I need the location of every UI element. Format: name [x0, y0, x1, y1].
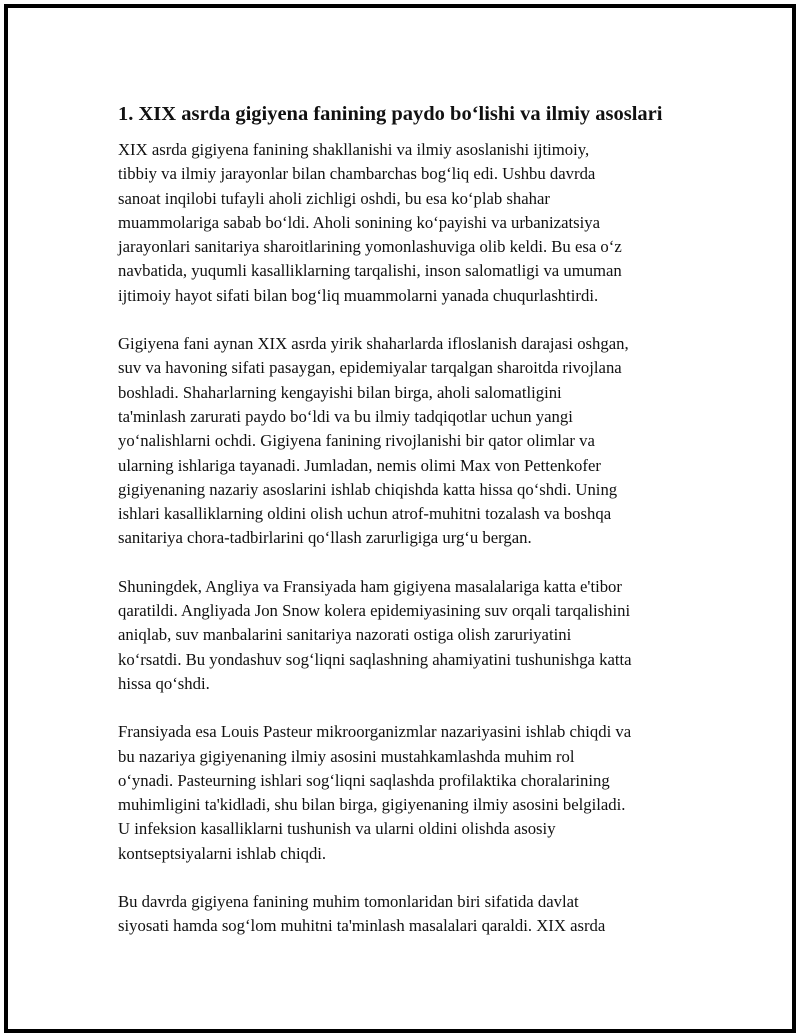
text-line: qaratildi. Angliyada Jon Snow kolera epidemiyasining suv orqali tarqalishini: [118, 601, 631, 621]
text-line: Fransiyada esa Louis Pasteur mikroorganizmlar nazariyasini ishlab chiqdi va: [118, 722, 632, 742]
text-line: hissa qoʻshdi.: [118, 673, 210, 693]
text-line: Bu davrda gigiyena fanining muhim tomonlaridan biri sifatida davlat: [118, 892, 579, 912]
paragraph-2: [118, 332, 698, 551]
document-body: [118, 100, 698, 963]
text-line: siyosati hamda sogʻlom muhitni ta'minlash masalalari qaraldi. XIX asrda: [118, 916, 606, 936]
text-line: tibbiy va ilmiy jarayonlar bilan chambarchas bogʻliq edi. Ushbu davrda: [118, 164, 596, 184]
text-line: ishlari kasalliklarning oldini olish uchun atrof-muhitni tozalash va boshqa: [118, 504, 612, 524]
paragraph-3: [118, 575, 698, 696]
text-line: aniqlab, suv manbalarini sanitariya nazorati ostiga olish zaruriyatini: [118, 625, 572, 645]
text-line: suv va havoning sifati pasaygan, epidemiyalar tarqalgan sharoitda rivojlana: [118, 358, 622, 378]
text-line: oʻynadi. Pasteurning ishlari sogʻliqni saqlashda profilaktika choralarining: [118, 770, 610, 790]
text-line: boshladi. Shaharlarning kengayishi bilan birga, aholi salomatligini: [118, 382, 562, 402]
text-line: muammolariga sabab boʻldi. Aholi sonining koʻpayishi va urbanizatsiya: [118, 212, 600, 232]
text-line: navbatida, yuqumli kasalliklarning tarqalishi, inson salomatligi va umuman: [118, 261, 622, 281]
text-line: ta'minlash zarurati paydo boʻldi va bu ilmiy tadqiqotlar uchun yangi: [118, 406, 573, 426]
section-heading: 1. XIX asrda gigiyena fanining paydo boʻlishi va ilmiy asoslari: [118, 103, 663, 125]
text-line: jarayonlari sanitariya sharoitlarining yomonlashuviga olib keldi. Bu esa oʻz: [118, 237, 622, 257]
text-line: sanoat inqilobi tufayli aholi zichligi oshdi, bu esa koʻplab shahar: [118, 188, 550, 208]
text-line: yoʻnalishlarni ochdi. Gigiyena fanining rivojlanishi bir qator olimlar va: [118, 431, 595, 451]
text-line: ularning ishlariga tayanadi. Jumladan, nemis olimi Max von Pettenkofer: [118, 455, 601, 475]
text-line: koʻrsatdi. Bu yondashuv sogʻliqni saqlashning ahamiyatini tushunishga katta: [118, 649, 632, 669]
paragraph-5: [118, 890, 698, 939]
paragraph-4: [118, 720, 698, 866]
text-line: XIX asrda gigiyena fanining shakllanishi va ilmiy asoslanishi ijtimoiy,: [118, 140, 590, 159]
text-line: Shuningdek, Angliya va Fransiyada ham gigiyena masalalariga katta e'tibor: [118, 576, 622, 596]
text-line: ijtimoiy hayot sifati bilan bogʻliq muammolarni yanada chuqurlashtirdi.: [118, 285, 599, 305]
text-line: gigiyenaning nazariy asoslarini ishlab chiqishda katta hissa qoʻshdi. Uning: [118, 479, 618, 499]
page-frame: [4, 4, 796, 1033]
text-line: muhimligini ta'kidladi, shu bilan birga, gigiyenaning ilmiy asosini belgiladi.: [118, 795, 626, 815]
text-line: bu nazariya gigiyenaning ilmiy asosini mustahkamlashda muhim rol: [118, 746, 575, 766]
text-line: kontseptsiyalarni ishlab chiqdi.: [118, 843, 327, 863]
text-line: sanitariya chora-tadbirlarini qoʻllash zarurligiga urgʻu bergan.: [118, 528, 532, 548]
paragraph-1: [118, 138, 698, 308]
text-line: Gigiyena fani aynan XIX asrda yirik shaharlarda ifloslanish darajasi oshgan,: [118, 334, 629, 354]
text-line: U infeksion kasalliklarni tushunish va ularni oldini olishda asosiy: [118, 819, 556, 839]
